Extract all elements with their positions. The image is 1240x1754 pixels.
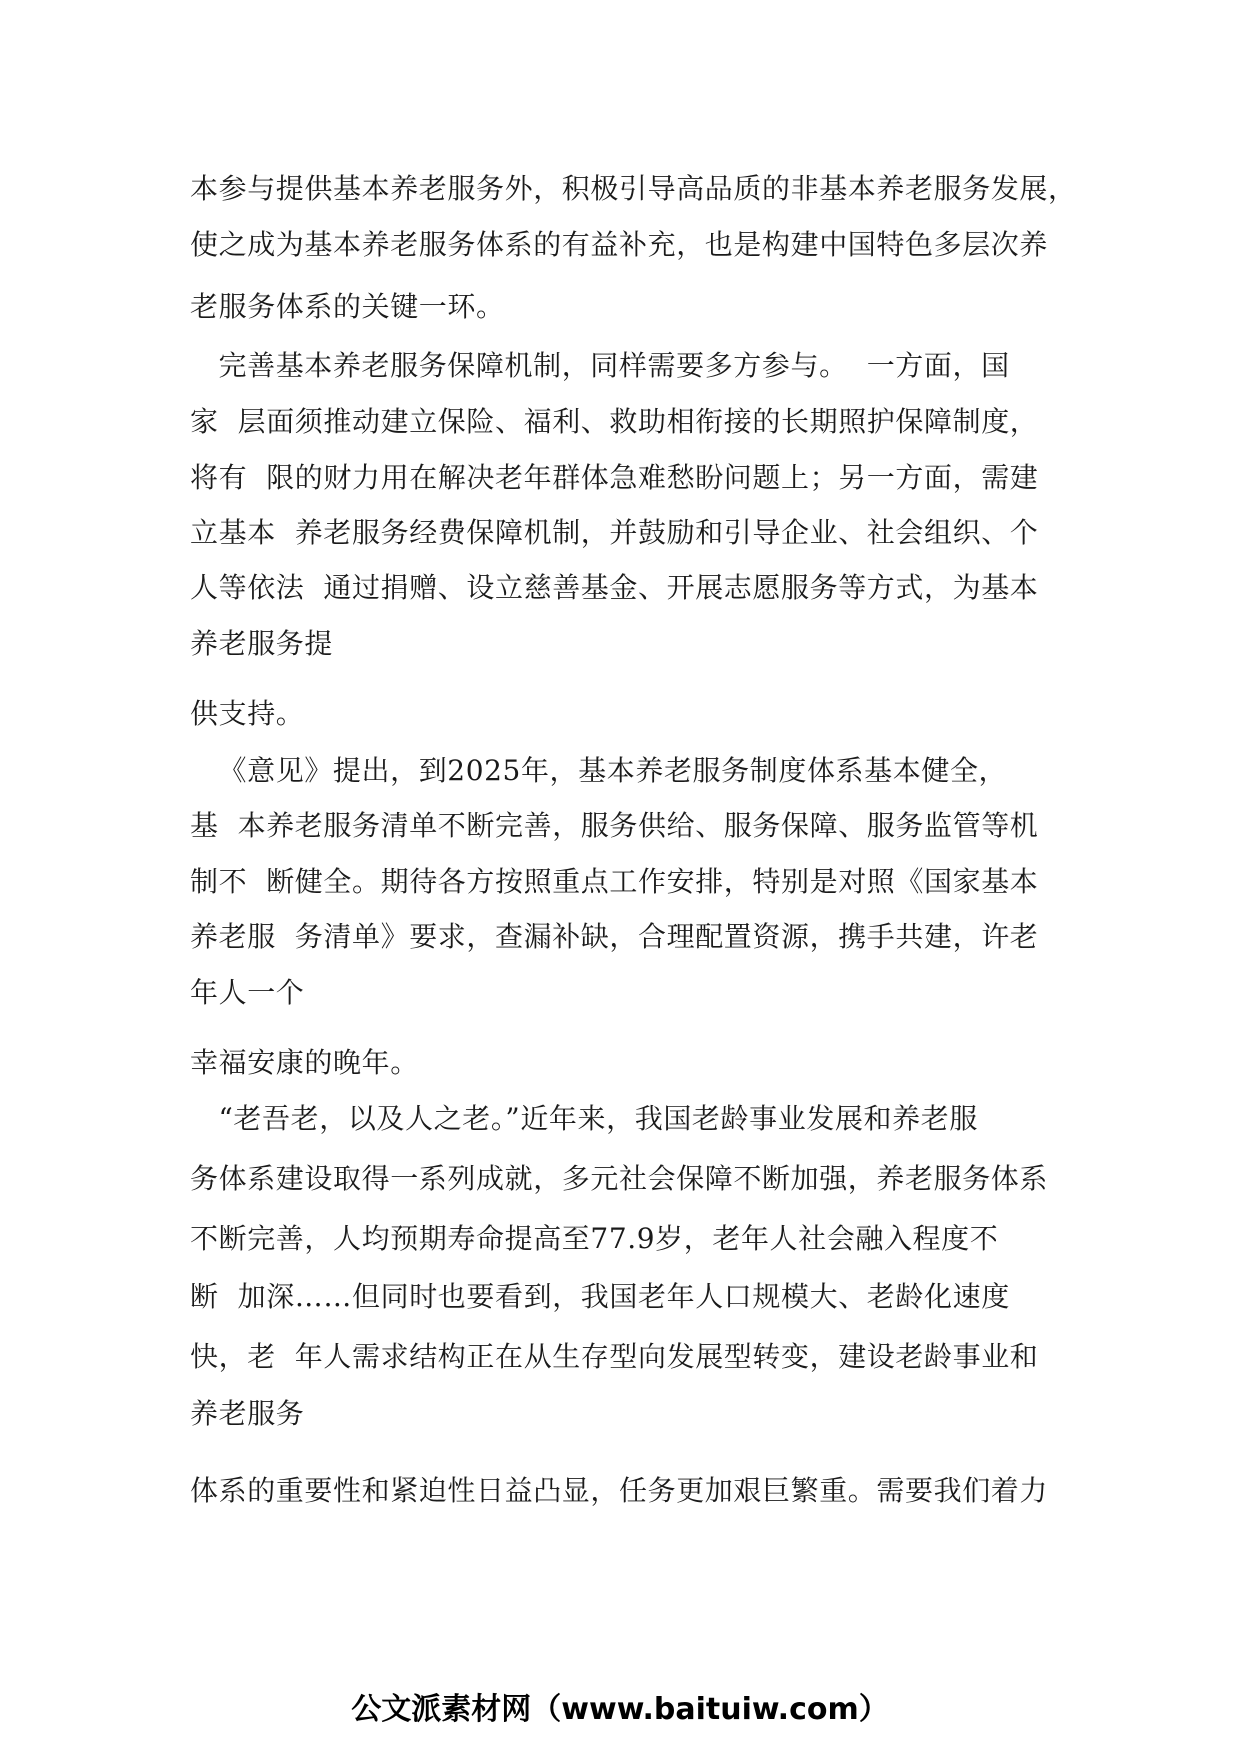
text-line: 幸福安康的晚年。 [190,1046,419,1079]
text-line: 立基本 养老服务经费保障机制，并鼓励和引导企业、社会组织、个 [190,516,1039,549]
text-line: 不断完善，人均预期寿命提高至77.9岁，老年人社会融入程度不 [190,1222,999,1255]
text-line: 年人一个 [190,976,305,1009]
text-line: 家 层面须推动建立保险、福利、救助相衔接的长期照护保障制度， [190,405,1039,438]
text-line: 本参与提供基本养老服务外，积极引导高品质的非基本养老服务发展， [190,172,1077,205]
text-line: 养老服务 [190,1397,305,1430]
text-line: 供支持。 [190,697,305,730]
text-line: 快，老 年人需求结构正在从生存型向发展型转变，建设老龄事业和 [190,1340,1039,1373]
text-line: 将有 限的财力用在解决老年群体急难愁盼问题上；另一方面，需建 [190,461,1039,494]
text-line: 体系的重要性和紧迫性日益凸显，任务更加艰巨繁重。需要我们着力 [190,1474,1049,1507]
text-line: 养老服务提 [190,627,334,660]
text-line: “老吾老，以及人之老。”近年来，我国老龄事业发展和养老服 [190,1102,978,1135]
text-line: 使之成为基本养老服务体系的有益补充，也是构建中国特色多层次养 [190,228,1049,261]
footer-watermark: 公文派素材网（www.baituiw.com） [351,1692,889,1727]
text-line: 基 本养老服务清单不断完善，服务供给、服务保障、服务监管等机 [190,809,1039,842]
text-line: 养老服 务清单》要求，查漏补缺，合理配置资源，携手共建，许老 [190,920,1039,953]
text-line: 完善基本养老服务保障机制，同样需要多方参与。 一方面，国 [190,349,1010,382]
text-line: 《意见》提出，到2025年，基本养老服务制度体系基本健全， [190,754,1008,787]
text-line: 务体系建设取得一系列成就，多元社会保障不断加强，养老服务体系 [190,1162,1049,1195]
text-line: 断 加深……但同时也要看到，我国老年人口规模大、老龄化速度 [190,1280,1010,1313]
text-line: 人等依法 通过捐赠、设立慈善基金、开展志愿服务等方式，为基本 [190,571,1039,604]
text-line: 老服务体系的关键一环。 [190,290,505,323]
text-line: 制不 断健全。期待各方按照重点工作安排，特别是对照《国家基本 [190,865,1039,898]
